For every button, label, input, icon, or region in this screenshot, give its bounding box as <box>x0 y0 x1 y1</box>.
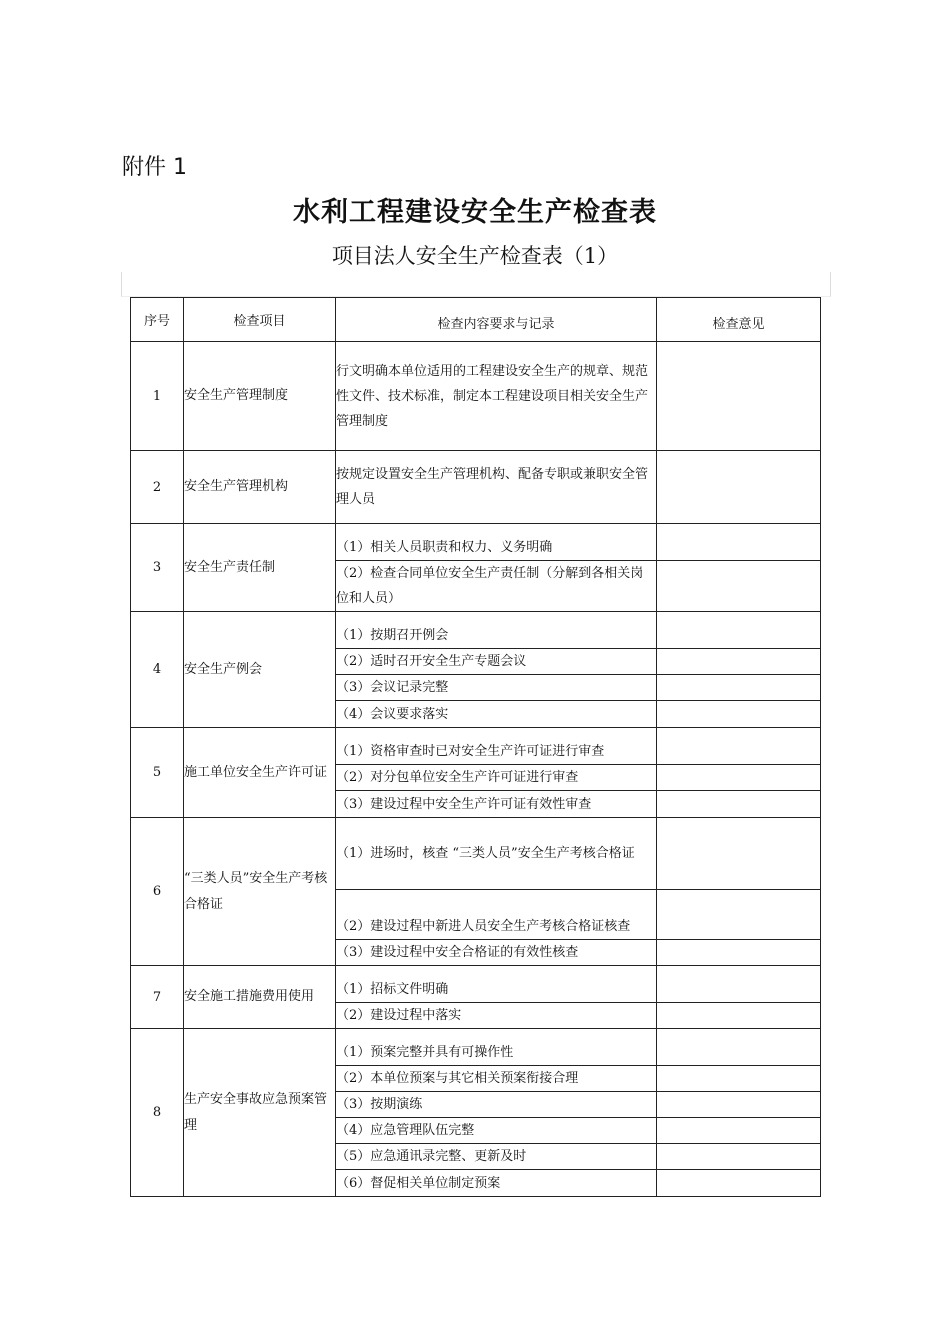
check-content: 按规定设置安全生产管理机构、配备专职或兼职安全管理人员 <box>336 451 657 524</box>
opinion-cell[interactable] <box>657 1118 821 1144</box>
check-content: （1）预案完整并具有可操作性 <box>336 1029 657 1066</box>
opinion-cell[interactable] <box>657 524 821 561</box>
check-content: （3）建设过程中安全合格证的有效性核查 <box>336 940 657 966</box>
check-item: 安全生产例会 <box>184 612 336 728</box>
opinion-cell[interactable] <box>657 612 821 649</box>
check-content: 行文明确本单位适用的工程建设安全生产的规章、规范性文件、技术标准，制定本工程建设项目相关安全生产管理制度 <box>336 342 657 451</box>
table-row <box>131 342 821 451</box>
attachment-label: 附件 1 <box>122 155 187 180</box>
check-content: （2）建设过程中落实 <box>336 1003 657 1029</box>
check-content: （1）按期召开例会 <box>336 612 657 649</box>
header-no: 序号 <box>131 298 184 342</box>
check-item: 生产安全事故应急预案管理 <box>184 1029 336 1197</box>
check-content: （1）招标文件明确 <box>336 966 657 1003</box>
opinion-cell[interactable] <box>657 1092 821 1118</box>
check-content: （3）按期演练 <box>336 1092 657 1118</box>
opinion-cell[interactable] <box>657 818 821 890</box>
opinion-cell[interactable] <box>657 1170 821 1197</box>
opinion-cell[interactable] <box>657 342 821 451</box>
inspection-table <box>130 297 821 1197</box>
opinion-cell[interactable] <box>657 791 821 818</box>
opinion-cell[interactable] <box>657 890 821 940</box>
check-item: 安全生产管理机构 <box>184 451 336 524</box>
opinion-cell[interactable] <box>657 1003 821 1029</box>
row-number: 1 <box>131 342 184 451</box>
check-item: 安全施工措施费用使用 <box>184 966 336 1029</box>
opinion-cell[interactable] <box>657 675 821 701</box>
opinion-cell[interactable] <box>657 451 821 524</box>
check-content: （5）应急通讯录完整、更新及时 <box>336 1144 657 1170</box>
table-header-row <box>131 298 821 342</box>
opinion-cell[interactable] <box>657 728 821 765</box>
opinion-cell[interactable] <box>657 966 821 1003</box>
header-opinion: 检查意见 <box>657 298 821 342</box>
table-row <box>131 524 821 561</box>
opinion-cell[interactable] <box>657 940 821 966</box>
page-subtitle: 项目法人安全生产检查表（1） <box>331 244 619 268</box>
table-row <box>131 966 821 1003</box>
check-content: （4）会议要求落实 <box>336 701 657 728</box>
row-number: 4 <box>131 612 184 728</box>
check-item: 安全生产责任制 <box>184 524 336 612</box>
check-content: （2）对分包单位安全生产许可证进行审查 <box>336 765 657 791</box>
table-row <box>131 1029 821 1066</box>
check-content: （2）适时召开安全生产专题会议 <box>336 649 657 675</box>
row-number: 6 <box>131 818 184 966</box>
header-item: 检查项目 <box>184 298 336 342</box>
check-item: 施工单位安全生产许可证 <box>184 728 336 818</box>
check-content: （3）会议记录完整 <box>336 675 657 701</box>
page-title: 水利工程建设安全生产检查表 <box>293 197 657 228</box>
table-row <box>131 818 821 890</box>
opinion-cell[interactable] <box>657 765 821 791</box>
check-item: “三类人员”安全生产考核合格证 <box>184 818 336 966</box>
opinion-cell[interactable] <box>657 649 821 675</box>
table-row <box>131 728 821 765</box>
opinion-cell[interactable] <box>657 1066 821 1092</box>
check-content: （2）建设过程中新进人员安全生产考核合格证核查 <box>336 890 657 940</box>
header-content: 检查内容要求与记录 <box>336 298 657 342</box>
check-content: （4）应急管理队伍完整 <box>336 1118 657 1144</box>
check-content: （6）督促相关单位制定预案 <box>336 1170 657 1197</box>
table-row <box>131 612 821 649</box>
table-row <box>131 451 821 524</box>
page-frame-line <box>121 272 831 297</box>
check-content: （2）本单位预案与其它相关预案衔接合理 <box>336 1066 657 1092</box>
check-item: 安全生产管理制度 <box>184 342 336 451</box>
row-number: 2 <box>131 451 184 524</box>
opinion-cell[interactable] <box>657 1029 821 1066</box>
row-number: 7 <box>131 966 184 1029</box>
opinion-cell[interactable] <box>657 561 821 612</box>
check-content: （3）建设过程中安全生产许可证有效性审查 <box>336 791 657 818</box>
check-content: （1）进场时，核查 “三类人员”安全生产考核合格证 <box>336 818 657 890</box>
row-number: 8 <box>131 1029 184 1197</box>
check-content: （1）相关人员职责和权力、义务明确 <box>336 524 657 561</box>
opinion-cell[interactable] <box>657 1144 821 1170</box>
check-content: （2）检查合同单位安全生产责任制（分解到各相关岗位和人员） <box>336 561 657 612</box>
row-number: 3 <box>131 524 184 612</box>
opinion-cell[interactable] <box>657 701 821 728</box>
row-number: 5 <box>131 728 184 818</box>
check-content: （1）资格审查时已对安全生产许可证进行审查 <box>336 728 657 765</box>
